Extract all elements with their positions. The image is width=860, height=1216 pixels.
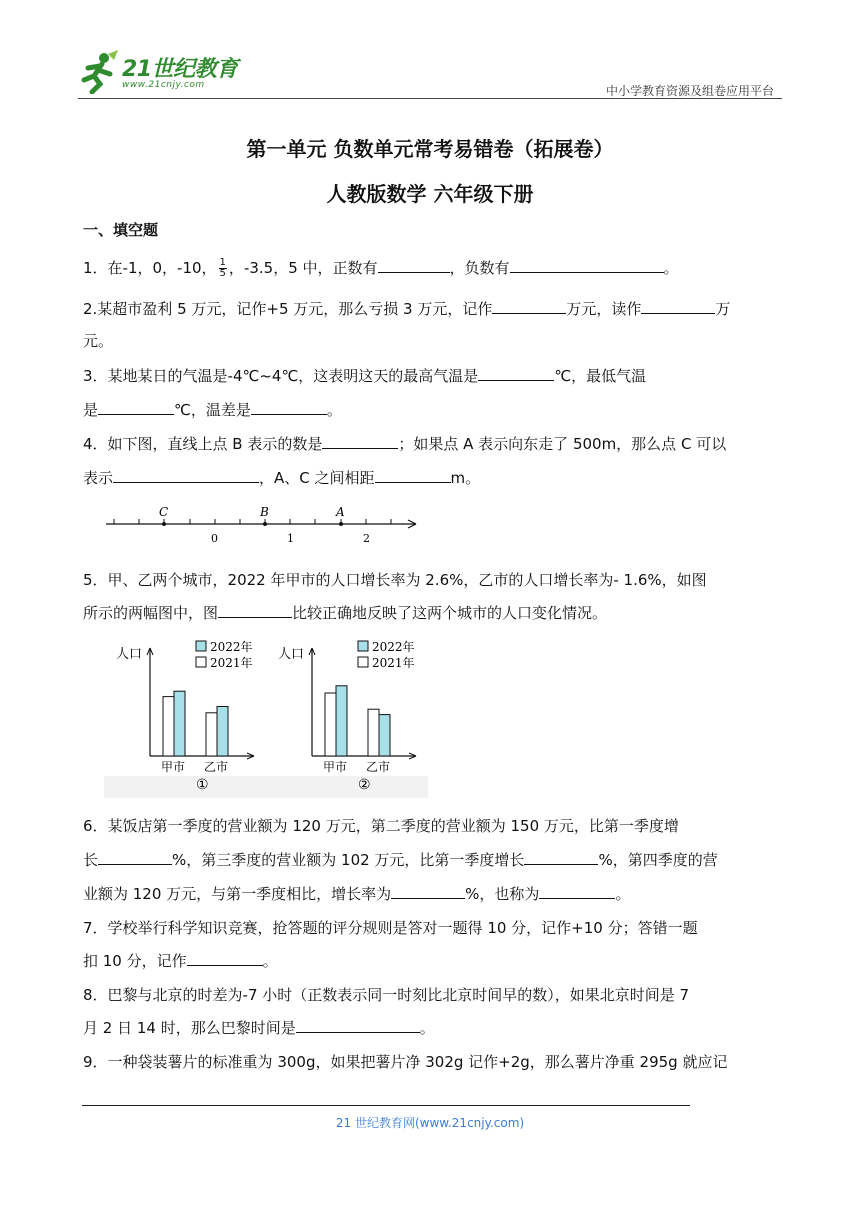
answer-blank[interactable]: [296, 1018, 420, 1033]
tick-label-2: 2: [363, 532, 370, 545]
answer-blank[interactable]: [510, 258, 664, 273]
question-1: 1．在-1，0，-10， $\frac{1}{5}$ ，-3.5，5 中，正数有 ，负数有 。: [83, 257, 679, 279]
question-4-line-1: 4．如下图，直线上点 B 表示的数是 ；如果点 A 表示向东走了 500m，那么点 C 可以: [83, 435, 727, 453]
logo-url: www.21cnjy.com: [122, 80, 205, 90]
answer-blank[interactable]: [492, 299, 566, 314]
question-3-line-2: 是 ℃，温差是 。: [83, 401, 342, 419]
answer-blank[interactable]: [218, 603, 292, 618]
header-platform-text: 中小学教育资源及组卷应用平台: [605, 84, 774, 98]
point-c: [162, 522, 166, 526]
bar-2021-甲市: [325, 693, 336, 756]
question-6-line-1: 6．某饭店第一季度的营业额为 120 万元，第二季度的营业额为 150 万元，比第一季度增: [83, 817, 679, 835]
chart-caption: ①: [196, 777, 209, 793]
question-6-line-2: 长 %，第三季度的营业额为 102 万元，比第一季度增长 %，第四季度的营: [83, 851, 718, 869]
tick-label-1: 1: [287, 532, 294, 545]
answer-blank[interactable]: [478, 366, 554, 381]
answer-blank[interactable]: [251, 400, 327, 415]
answer-blank[interactable]: [187, 951, 263, 966]
bar-2021-甲市: [163, 697, 174, 756]
question-9-line-1: 9．一种袋装薯片的标准重为 300g，如果把薯片净 302g 记作+2g，那么薯片净重 295g 就应记: [83, 1053, 728, 1071]
answer-blank[interactable]: [322, 434, 398, 449]
bar-2021-乙市: [368, 709, 379, 756]
bar-2021-乙市: [206, 713, 217, 756]
footer-divider: [82, 1105, 690, 1106]
label-c: C: [159, 505, 169, 519]
question-7-line-2: 扣 10 分，记作 。: [83, 952, 278, 970]
logo-text: 21世纪教育: [122, 57, 238, 82]
legend-swatch-2021: [358, 657, 368, 667]
page-subtitle: 人教版数学 六年级下册: [326, 182, 534, 206]
answer-blank[interactable]: [539, 884, 615, 899]
header-divider: [78, 98, 782, 99]
section-heading-fill-blank: 一、填空题: [83, 221, 159, 239]
answer-blank[interactable]: [641, 299, 715, 314]
answer-blank[interactable]: [391, 884, 465, 899]
bar-2022-甲市: [174, 691, 185, 756]
legend-label-2022: 2022年: [372, 640, 415, 654]
number-line-diagram: [104, 502, 424, 550]
question-4-line-2: 表示 ，A、C 之间相距 m。: [83, 469, 481, 487]
question-2-line-1: 2.某超市盈利 5 万元，记作+5 万元，那么亏损 3 万元，记作 万元，读作 万: [83, 300, 731, 318]
label-a: A: [336, 505, 345, 519]
bar-2022-甲市: [336, 686, 347, 756]
tick-label-0: 0: [211, 532, 218, 545]
bar-2022-乙市: [379, 715, 390, 756]
footer-text: 21 世纪教育网(www.21cnjy.com): [335, 1116, 525, 1130]
category-label: 乙市: [366, 760, 391, 774]
fraction-one-fifth: $\frac{1}{5}$: [219, 257, 226, 279]
legend-swatch-2021: [196, 657, 206, 667]
y-axis-label: 人口: [116, 647, 143, 662]
answer-blank[interactable]: [98, 400, 174, 415]
label-b: B: [260, 505, 269, 519]
chart-1: [116, 639, 254, 793]
question-8-line-1: 8．巴黎与北京的时差为-7 小时（正数表示同一时刻比北京时间早的数），如果北京时间是 7: [83, 986, 690, 1004]
answer-blank[interactable]: [524, 850, 598, 865]
page-title: 第一单元 负数单元常考易错卷（拓展卷）: [246, 137, 614, 161]
answer-blank[interactable]: [98, 850, 172, 865]
question-5-line-2: 所示的两幅图中，图 比较正确地反映了这两个城市的人口变化情况。: [83, 604, 608, 622]
chart-caption-band: [104, 776, 428, 798]
category-label: 乙市: [204, 760, 229, 774]
site-logo: [78, 50, 253, 98]
question-2-line-2: 元。: [83, 332, 114, 350]
question-3-line-1: 3．某地某日的气温是-4℃~4℃，这表明这天的最高气温是 ℃，最低气温: [83, 367, 647, 385]
legend-label-2021: 2021年: [210, 656, 253, 670]
category-label: 甲市: [323, 760, 348, 774]
chart-2: [278, 639, 416, 793]
question-7-line-1: 7．学校举行科学知识竞赛，抢答题的评分规则是答对一题得 10 分，记作+10 分；答错一题: [83, 919, 698, 937]
legend-swatch-2022: [358, 641, 368, 651]
question-8-line-2: 月 2 日 14 时，那么巴黎时间是 。: [83, 1019, 435, 1037]
point-b: [263, 522, 267, 526]
point-a: [339, 522, 343, 526]
runner-logo-icon: [78, 50, 122, 94]
question-5-line-1: 5．甲、乙两个城市，2022 年甲市的人口增长率为 2.6%，乙市的人口增长率为- 1.6%，如图: [83, 571, 707, 589]
answer-blank[interactable]: [378, 258, 450, 273]
category-label: 甲市: [161, 760, 186, 774]
chart-caption: ②: [358, 777, 371, 793]
answer-blank[interactable]: [375, 468, 451, 483]
population-bar-charts: [104, 636, 428, 798]
legend-label-2022: 2022年: [210, 640, 253, 654]
y-axis-label: 人口: [278, 647, 305, 662]
legend-swatch-2022: [196, 641, 206, 651]
answer-blank[interactable]: [113, 468, 259, 483]
legend-label-2021: 2021年: [372, 656, 415, 670]
question-6-line-3: 业额为 120 万元，与第一季度相比，增长率为 %，也称为 。: [83, 885, 631, 903]
bar-2022-乙市: [217, 707, 228, 757]
